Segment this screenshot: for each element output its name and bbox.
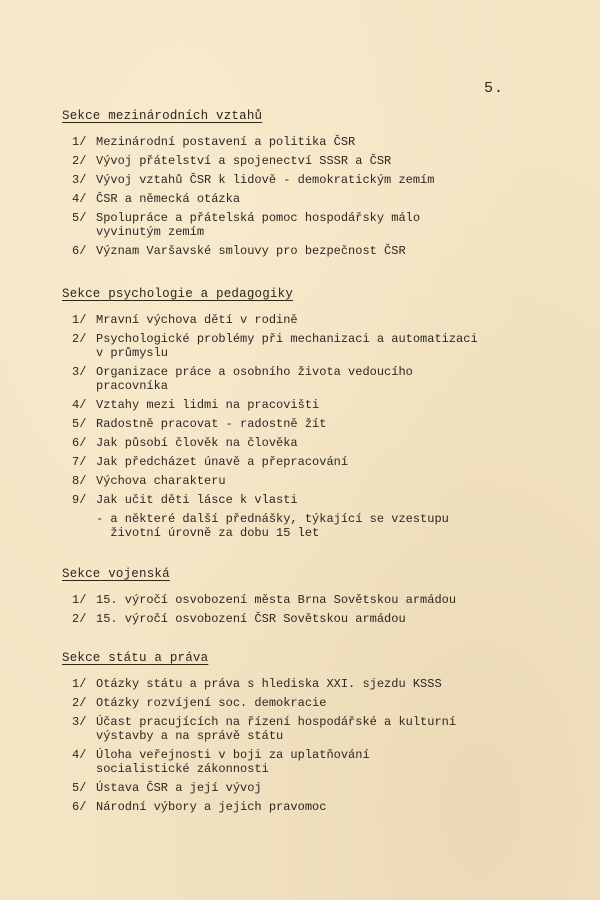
item-text: Národní výbory a jejich pravomoc	[96, 800, 327, 814]
list-item	[62, 677, 522, 691]
item-number: 6/	[72, 800, 87, 814]
item-number: 3/	[72, 173, 87, 187]
section-title: Sekce vojenská	[62, 567, 170, 581]
list-item	[62, 593, 522, 607]
list-item	[62, 715, 522, 743]
list-item	[62, 313, 522, 327]
item-text: Psychologické problémy při mechanizaci a automatizaci v průmyslu	[96, 332, 478, 360]
item-number: 2/	[72, 332, 87, 346]
item-text: Úloha veřejnosti v boji za uplatňování socialistické zákonnosti	[96, 748, 370, 776]
item-number: 5/	[72, 211, 87, 225]
list-item	[62, 192, 522, 206]
item-number: 9/	[72, 493, 87, 507]
item-number: 5/	[72, 417, 87, 431]
list-item	[62, 244, 522, 258]
item-text: Vývoj vztahů ČSR k lidově - demokratickým zemím	[96, 173, 435, 187]
list-item	[62, 417, 522, 431]
list-item	[62, 436, 522, 450]
item-number: 6/	[72, 244, 87, 258]
section-title: Sekce psychologie a pedagogiky	[62, 287, 294, 301]
item-number: 1/	[72, 313, 87, 327]
item-text: Mezinárodní postavení a politika ČSR	[96, 135, 356, 149]
section-psychology-pedagogy	[62, 286, 522, 545]
item-number: 1/	[72, 677, 87, 691]
item-text: Otázky rozvíjení soc. demokracie	[96, 696, 327, 710]
list-item	[62, 748, 522, 776]
item-number: 2/	[72, 154, 87, 168]
item-number: 8/	[72, 474, 87, 488]
item-number: 6/	[72, 436, 87, 450]
list-item	[62, 696, 522, 710]
list-item	[62, 135, 522, 149]
item-number: 2/	[72, 612, 87, 626]
list-item	[62, 173, 522, 187]
item-text: ČSR a německá otázka	[96, 192, 241, 206]
section-title: Sekce státu a práva	[62, 651, 209, 665]
list-item	[62, 800, 522, 814]
item-text: Účast pracujících na řízení hospodářské a kulturní výstavby a na správě státu	[96, 715, 457, 743]
item-text: Jak předcházet únavě a přepracování	[96, 455, 349, 469]
item-text: Význam Varšavské smlouvy pro bezpečnost ČSR	[96, 244, 406, 258]
page-number: 5.	[484, 80, 505, 97]
item-number: 4/	[72, 748, 87, 762]
list-item	[62, 154, 522, 168]
item-text: Mravní výchova dětí v rodině	[96, 313, 298, 327]
item-text: Ústava ČSR a její vývoj	[96, 781, 262, 795]
item-text: Otázky státu a práva s hlediska XXI. sjezdu KSSS	[96, 677, 442, 691]
list-item	[62, 398, 522, 412]
item-number: 1/	[72, 593, 87, 607]
note-text: - a některé další přednášky, týkající se vzestupu životní úrovně za dobu 15 let	[96, 512, 449, 540]
item-text: 15. výročí osvobození města Brna Sovětskou armádou	[96, 593, 457, 607]
item-text: Výchova charakteru	[96, 474, 226, 488]
item-text: 15. výročí osvobození ČSR Sovětskou armádou	[96, 612, 406, 626]
item-number: 3/	[72, 715, 87, 729]
item-number: 5/	[72, 781, 87, 795]
list-item	[62, 365, 522, 393]
item-text: Vztahy mezi lidmi na pracovišti	[96, 398, 320, 412]
list-item	[62, 781, 522, 795]
item-number: 2/	[72, 696, 87, 710]
item-text: Radostně pracovat - radostně žít	[96, 417, 327, 431]
item-number: 3/	[72, 365, 87, 379]
item-number: 1/	[72, 135, 87, 149]
list-item	[62, 211, 522, 239]
item-text: Spolupráce a přátelská pomoc hospodářsky málo vyvinutým zemím	[96, 211, 421, 239]
list-item	[62, 332, 522, 360]
list-item	[62, 493, 522, 507]
item-text: Jak působí člověk na člověka	[96, 436, 298, 450]
item-text: Vývoj přátelství a spojenectví SSSR a ČSR	[96, 154, 392, 168]
list-item	[62, 474, 522, 488]
item-number: 4/	[72, 192, 87, 206]
section-note	[62, 512, 522, 540]
section-state-law	[62, 650, 522, 819]
section-military	[62, 566, 522, 631]
item-text: Organizace práce a osobního života vedoucího pracovníka	[96, 365, 413, 393]
list-item	[62, 455, 522, 469]
section-title: Sekce mezinárodních vztahů	[62, 109, 263, 123]
item-text: Jak učit děti lásce k vlasti	[96, 493, 298, 507]
list-item	[62, 612, 522, 626]
section-international-relations	[62, 108, 522, 263]
item-number: 4/	[72, 398, 87, 412]
item-number: 7/	[72, 455, 87, 469]
